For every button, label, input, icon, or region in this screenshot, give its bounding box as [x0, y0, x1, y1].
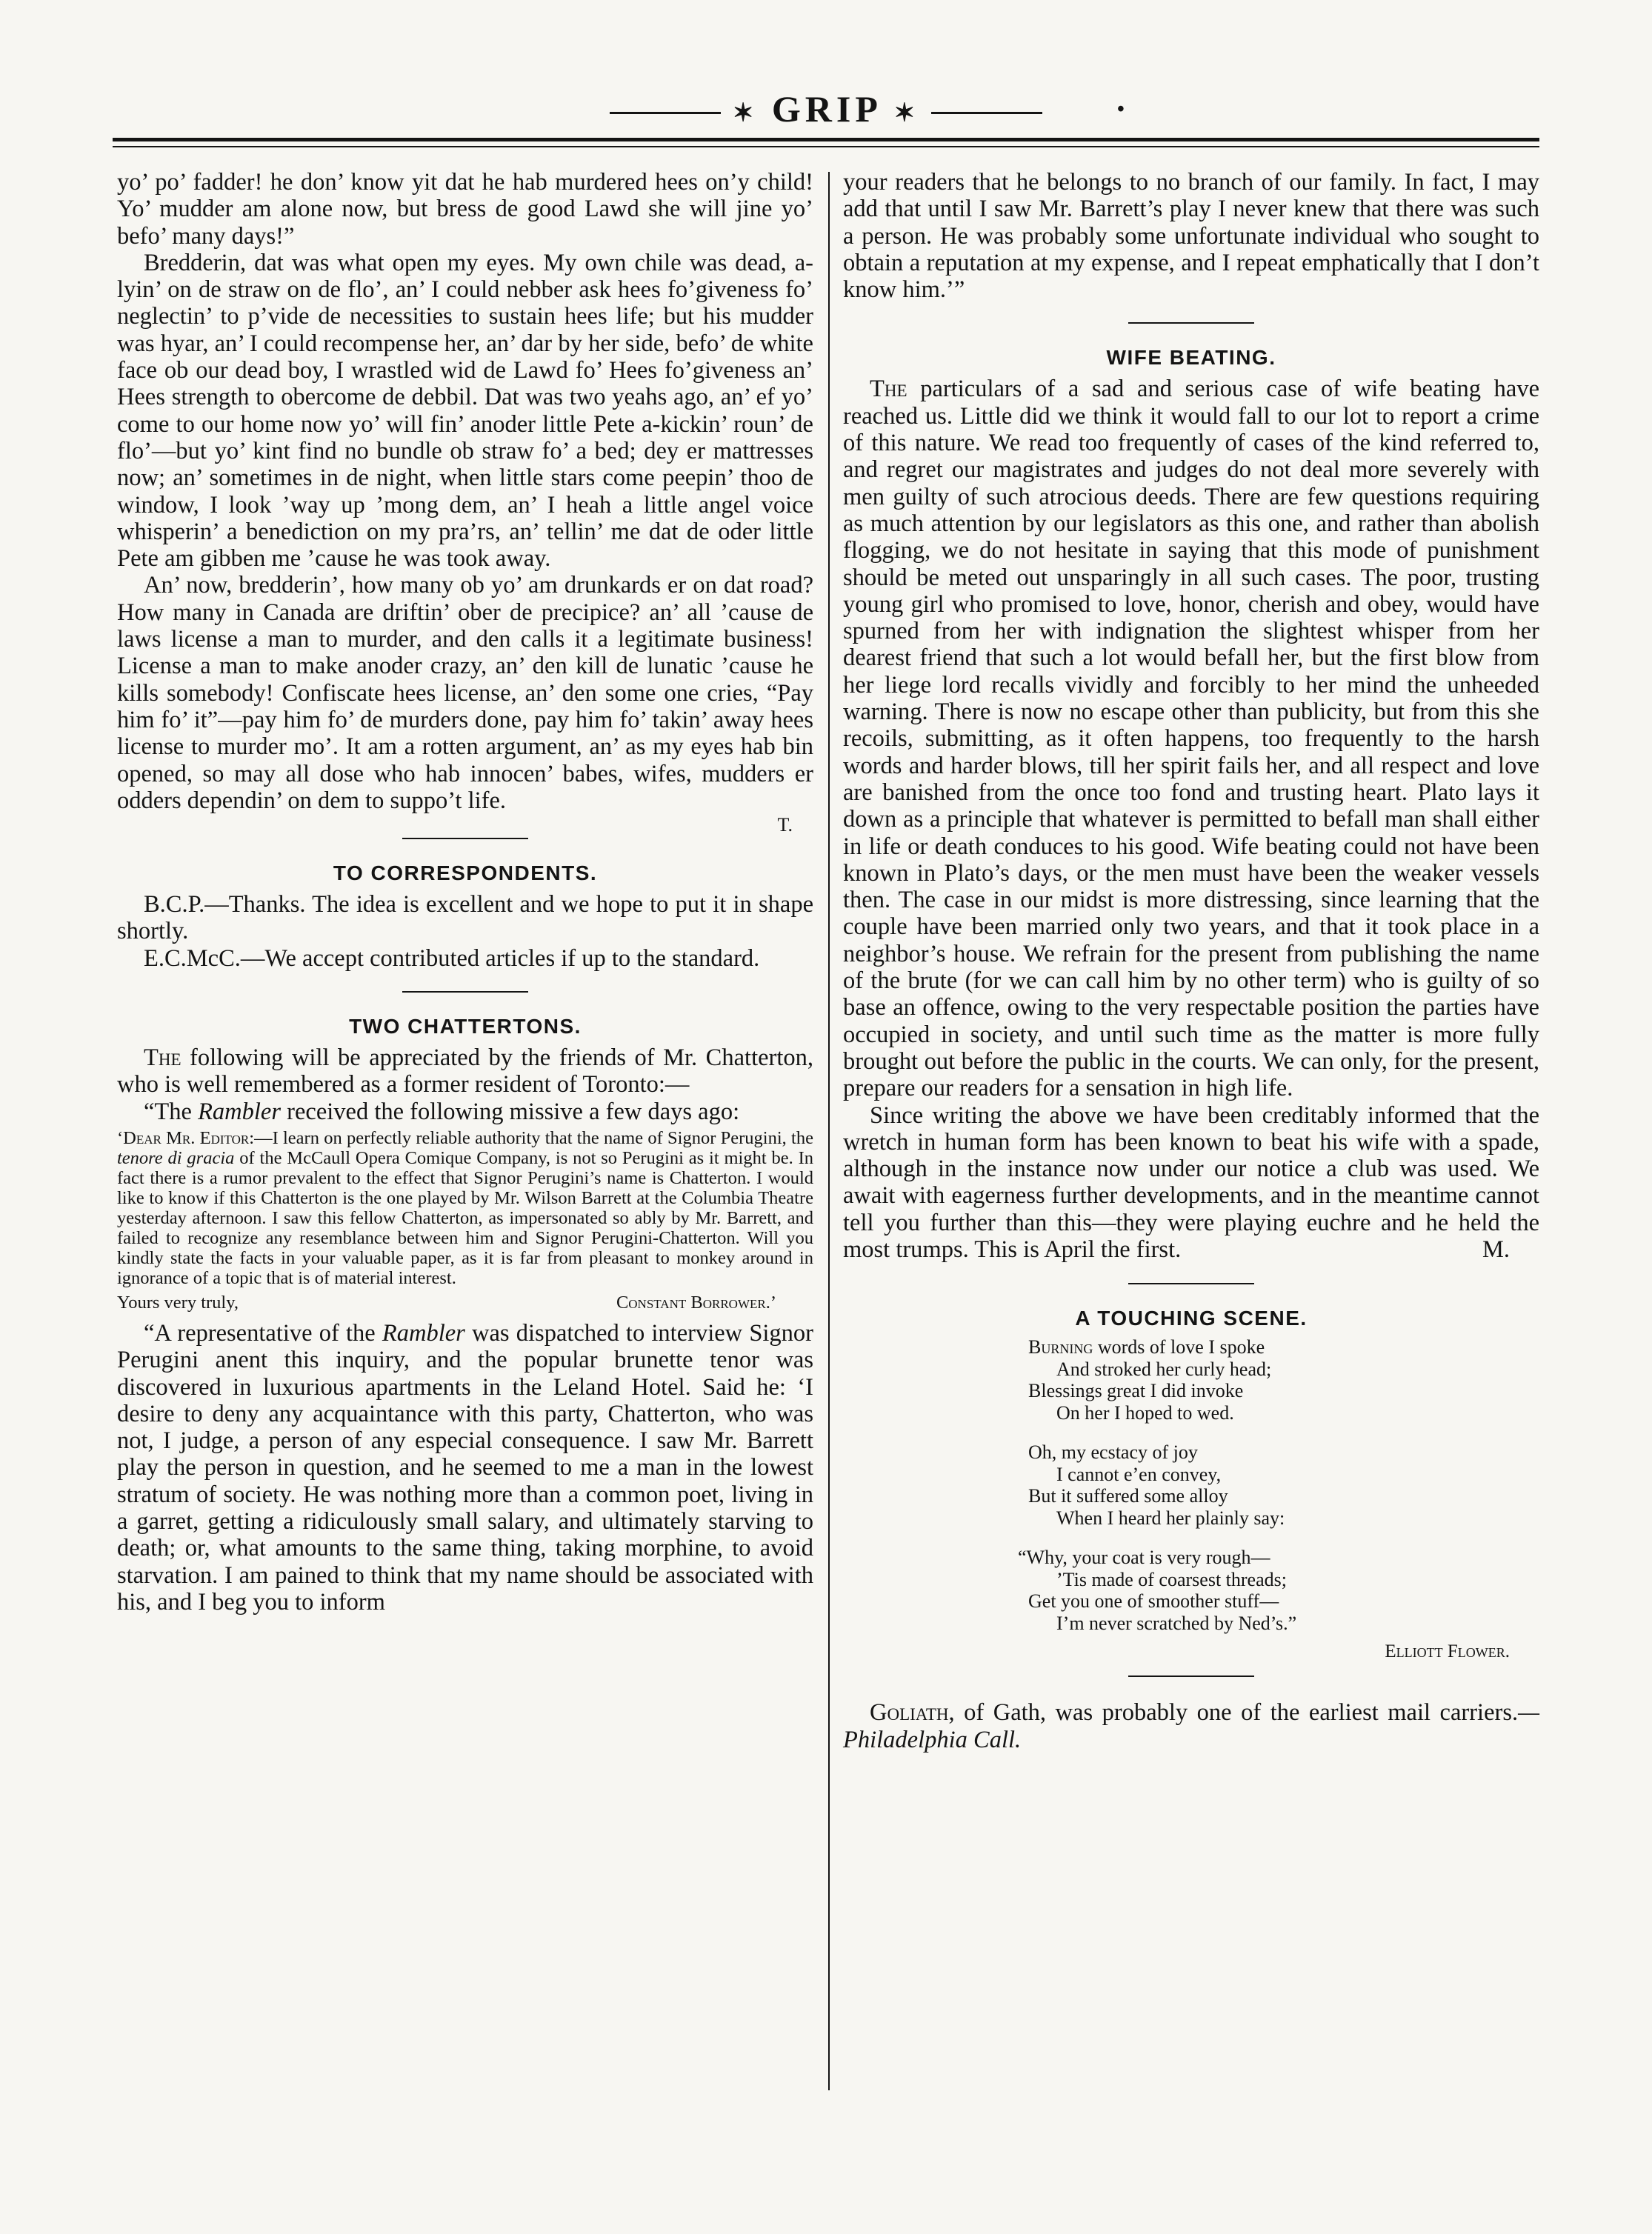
letter-signature: Constant Borrower.’	[616, 1292, 776, 1313]
lead-word: Goliath	[870, 1699, 949, 1727]
masthead	[0, 87, 1652, 130]
quoted-letter: ‘Dear Mr. Editor:—I learn on perfectly reliable authority that the name of Signor Perugini, the tenore di gracia of the McCaull Opera Comique Company, is not so Perugini as it might be. In fact there is a rumor prevalent to the effect that Signor Perugini’s name is Chatterton. I would like to know if this Chatterton is the one played by Mr. Wilson Barrett at the Columbia Theatre yesterday afternoon. I saw this fellow Chatterton, as impersonated so ably by Mr. Barrett, and failed to recognize any resemblance between him and Signor Perugini-Chatterton. Will you kindly state the facts in your valuable paper, as it is far from pleasant to monkey around in ignorance of a topic that is of material interest.	[117, 1127, 814, 1288]
right-column	[843, 169, 1539, 1753]
publication-name: Rambler	[382, 1319, 465, 1347]
masthead-rule-left	[610, 112, 721, 114]
poem-line: I’m never scratched by Ned’s.”	[1056, 1612, 1297, 1634]
section-heading-touching-scene: A TOUCHING SCENE.	[1075, 1307, 1308, 1330]
column-divider	[828, 172, 830, 2090]
section-heading-chattertons: TWO CHATTERTONS.	[349, 1015, 582, 1038]
dialect-sermon-paragraph: An’ now, bredderin’, how many ob yo’ am drunkards er on dat road? How many in Canada are driftin’ ober de precipice? an’ all ’cause de laws license a man to murder, and den calls it a legitimate business! License a man to make anoder crazy, an’ den kill de lunatic ’cause he kills somebody! Confiscate hees license, an’ den some one cries, “Pay him fo’ it”—pay him fo’ de murders done, pay him fo’ takin’ away hees license to murder mo’. It am a rotten argument, an’ as my eyes hab bin opened, so may all dose who hab innocen’ babes, wifes, mudders er odders dependin’ on dem to suppo’t life.	[117, 572, 813, 814]
poem-line: Get you one of smoother stuff—	[1028, 1590, 1279, 1613]
author-signature: M.	[1482, 1236, 1510, 1264]
poem-stanza	[1018, 1547, 1539, 1634]
star-ornament-icon: ✶	[732, 99, 759, 127]
article-paragraph-continued: your readers that he belongs to no branch of our family. In fact, I may add that until I saw Mr. Barrett’s play I never knew that there was such a person. He was probably some unfortunate individual who sought to obtain a reputation at my expense, and I repeat emphatically that I don’t know him.’”	[843, 169, 1539, 304]
article-paragraph: The particulars of a sad and serious case of wife beating have reached us. Little did we think it would fall to our lot to report a crime of this nature. We read too frequently of cases of the kind referred to, and regret our magistrates and judges do not deal more severely with men guilty of such atrocious deeds. There are few questions requiring as much attention by our legislators as this one, and rather than abolish flogging, we do not hesitate in saying that this mode of punishment should be meted out unsparingly in all such cases. The poor, trusting young girl who promised to love, honor, cherish and obey, would have spurned from her with indignation the slightest whisper from her dearest friend that such a lot would befall her, but the first blow from her liege lord recalls vividly and forcibly to her mind the unheeded warning. There is now no escape other than publicity, but from this she recoils, submitting, as it often happens, too frequently to the harsh words and harder blows, till her spirit fails her, and all respect and love are banished from the once too fond and trusting heart. Plato lays it down as a principle that whatever is permitted to befall man shall either in life or death conduces to his good. Wife beating could not have been known in Plato’s days, or the men must have been the weaker vessels then. The case in our midst is more distressing, since learning that the couple have been married only two years, and that it took place in a neighbor’s house. We refrain for the present from publishing the name of the brute (for we can call him by no other term) who is guilty of so base an offence, owing to the very respectable position the parties have occupied in society, and until such time as the matter is more fully brought out before the public in the courts. We can only, for the present, prepare our readers for a sensation in high life.	[843, 376, 1539, 1102]
section-heading-correspondents: TO CORRESPONDENTS.	[333, 861, 598, 885]
poem-stanza	[1028, 1441, 1539, 1529]
section-heading-wife-beating: WIFE BEATING.	[1106, 346, 1276, 370]
poem-line: “Why, your coat is very rough—	[1018, 1547, 1270, 1569]
article-paragraph: “The Rambler received the following missive a few days ago:	[144, 1098, 740, 1125]
header-rule-thick	[113, 138, 1539, 141]
lead-word: The	[870, 376, 907, 403]
section-separator	[1128, 322, 1254, 324]
poem-line: Burning words of love I spoke	[1028, 1336, 1265, 1358]
correspondent-note: B.C.P.—Thanks. The idea is excellent and we hope to put it in shape shortly.	[117, 891, 813, 945]
lead-word: The	[144, 1044, 181, 1072]
article-paragraph: The following will be appreciated by the friends of Mr. Chatterton, who is well remembered as a former resident of Toronto:—	[117, 1044, 813, 1098]
section-separator	[1128, 1283, 1254, 1284]
correspondent-note: E.C.McC.—We accept contributed articles if up to the standard.	[144, 944, 760, 972]
article-paragraph: “A representative of the Rambler was dispatched to interview Signor Perugini anent this inquiry, and the popular brunette tenor was discovered in luxurious apartments in the Leland Hotel. Said he: ‘I desire to deny any acquaintance with this party, Chatterton, who was not, I judge, a person of any especial consequence. I saw Mr. Barrett play the person in question, and he seemed to me a man in the lowest stratum of society. He was nothing more than a common poet, living in a garret, getting a ridiculously small salary, and ultimately starving to death; or, what amounts to the same thing, taking morphine, to avoid starvation. I am pained to think that my name should be associated with his, and I beg you to inform	[117, 1319, 814, 1616]
left-column	[117, 169, 813, 1616]
poem-line: But it suffered some alloy	[1028, 1485, 1228, 1507]
header-rule-thin	[113, 146, 1539, 147]
section-separator	[402, 991, 528, 993]
source-credit: —Philadelphia Call.	[843, 1699, 1539, 1753]
poem-line: I cannot e’en convey,	[1056, 1463, 1222, 1485]
poem-line: And stroked her curly head;	[1056, 1358, 1272, 1380]
section-separator	[402, 838, 528, 839]
publication-name: Rambler	[198, 1098, 282, 1125]
dialect-sermon-paragraph: Bredderin, dat was what open my eyes. My own chile was dead, a-lyin’ on de straw on de flo’, an’ I could nebber ask hees fo’giveness fo’ neglectin’ to p’vide de necessities to sustain hees life; but his mudder was hyar, an’ I could recompense her, an’ dar by her side, befo’ de white face ob our dead boy, I wrastled wid de Lawd fo’ Hees fo’giveness an’ Hees strength to obercome de debbil. Dat was two yeahs ago, an’ ef yo’ come to our home now yo’ will fin’ anoder little Pete a-kickin’ roun’ de flo’—but yo’ kint find no bundle ob straw fo’ a bed; dey er mattresses now; an’ sometimes in de night, when little stars come peepin’ thoo de window, I look ’way up ’mong dem, an’ I heah a little angel voice whisperin’ a benediction on my pra’rs, an’ tellin’ me dat de oder little Pete am gibben me ’cause he was took away.	[117, 249, 813, 573]
poem-line: Blessings great I did invoke	[1028, 1380, 1244, 1402]
letter-closing-phrase: Yours very truly,	[117, 1292, 239, 1313]
author-signature: T.	[777, 814, 793, 836]
poem-author: Elliott Flower.	[1385, 1641, 1510, 1662]
poem-stanza	[1028, 1336, 1539, 1424]
article-paragraph: Since writing the above we have been creditably informed that the wretch in human form has been known to beat his wife with a spade, although in the instance now under our notice a club was used. We await with eagerness further developments, and in the meantime cannot tell you further than this—they were playing euchre and he held the most trumps. This is April the first.	[843, 1101, 1539, 1263]
bullet-dot-icon: •	[1117, 98, 1129, 121]
letter-salutation: ‘Dear Mr. Editor:	[117, 1127, 255, 1148]
masthead-rule-right	[931, 112, 1042, 114]
star-ornament-icon: ✶	[893, 99, 920, 127]
section-separator	[1128, 1676, 1254, 1677]
masthead-title: GRIP	[771, 88, 881, 130]
poem-line: ’Tis made of coarsest threads;	[1056, 1568, 1287, 1590]
poem-line: When I heard her plainly say:	[1056, 1507, 1285, 1529]
poem-line: On her I hoped to wed.	[1056, 1401, 1234, 1424]
poem-line: Oh, my ecstacy of joy	[1028, 1441, 1198, 1464]
poem	[1018, 1336, 1539, 1634]
filler-item: Goliath, of Gath, was probably one of the earliest mail carriers.—Philadelphia Call.	[843, 1699, 1539, 1753]
letter-closing	[117, 1293, 813, 1313]
dialect-sermon-continued: yo’ po’ fadder! he don’ know yit dat he hab murdered hees on’y child! Yo’ mudder am alone now, but bress de good Lawd she will jine yo’ befo’ many days!”	[117, 169, 813, 250]
